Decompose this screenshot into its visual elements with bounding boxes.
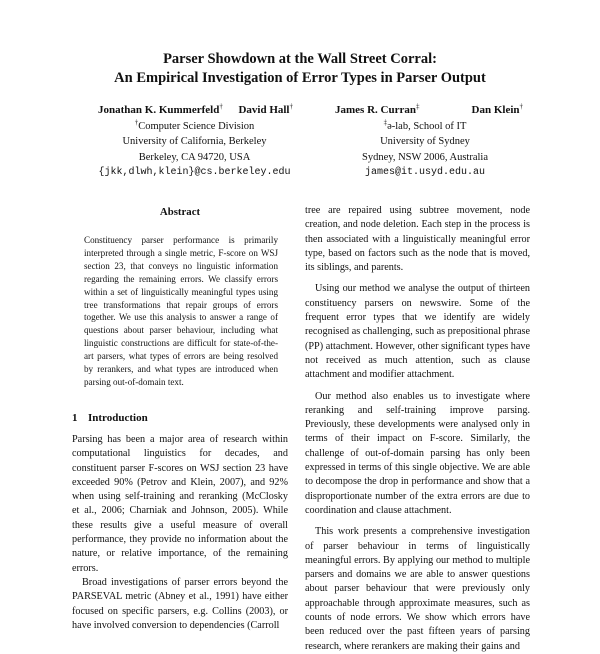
right-paragraph-1: tree are repaired using subtree movement, node creation, and node deletion. Each step in the process is then associated with a linguistically meaningful error type, based on factors such as the node that is moved, its siblings, and parents.: [305, 205, 530, 274]
section-number: 1: [72, 412, 78, 424]
intro-paragraph-2: Broad investigations of parser errors beyond the PARSEVAL metric (Abney et al., 1991) have either focused on specific parsers, e.g. Collins (2003), or have involved conversion to dependencies (Carroll: [72, 576, 288, 631]
author-hall: David Hall†: [238, 102, 293, 116]
right-paragraph-3: Our method also enables us to investigate where reranking and self-training improve parsing. Previously, these developments were analysed only in terms of their impact on F-score. Similarly, the challenge of out-of-domain parsing has only been expressed in terms of this single objective. We are able to decompose the drop in performance and show that a disproportionate number of the extra errors are due to coordination and clause attachment.: [305, 390, 530, 516]
abstract-heading: Abstract: [159, 206, 201, 218]
abstract-text: Constituency parser performance is primarily interpreted through a single metric, F-score on WSJ section 23, that conveys no linguistic information regarding the remaining errors. We classify errors within a set of linguistically meaningful types using tree transformations that repair groups of errors together. We use this analysis to answer a range of questions about parser behaviour, including what linguistic constructions are difficult for state-of-the-art parsers, what types of errors are being resolved by rerankers, and what types are introduced when parsing out-of-domain text.: [84, 235, 278, 387]
affiliation-line-2: University of Sydney: [380, 136, 470, 148]
right-paragraph-4: This work presents a comprehensive investigation of parser behaviour in terms of linguistically meaningful errors. By applying our method to multiple parsers and domains we are able to answer questions about parser behaviour that were previously only approachable through approximate measures, such as counts of node errors. We show which errors have been reduced over the past fifteen years of parsing research, where rerankers are making their gains and: [305, 526, 530, 652]
author-names-left: [92, 103, 297, 119]
author-curran: James R. Curran‡: [335, 102, 420, 116]
author-kummerfeld: Jonathan K. Kummerfeld†: [98, 102, 223, 116]
title-line-1: Parser Showdown at the Wall Street Corral:: [163, 51, 437, 67]
section-title: Introduction: [88, 412, 148, 424]
author-email-left: {jkk,dlwh,klein}@cs.berkeley.edu: [98, 167, 291, 179]
section-heading-introduction: [72, 412, 148, 424]
title-line-2: An Empirical Investigation of Error Types in Parser Output: [114, 70, 486, 86]
affiliation-line-1: ‡ə-lab, School of IT: [383, 118, 467, 132]
paper-title: [0, 50, 600, 88]
author-block-sydney: [325, 103, 525, 181]
author-email-right: james@it.usyd.edu.au: [364, 167, 486, 179]
affiliation-line-3: Berkeley, CA 94720, USA: [138, 151, 251, 163]
affiliation-line-3: Sydney, NSW 2006, Australia: [362, 151, 488, 163]
right-paragraph-2: Using our method we analyse the output of thirteen constituency parsers on newswire. Some of the frequent error types that we identify are widely recognised as challenging, such as prepositional phrase (PP) attachment. However, other significant types have not received as much attention, such as clause attachment and modifier attachment.: [305, 283, 530, 381]
intro-paragraph-1: Parsing has been a major area of research within computational linguistics for decades, and constituent parser F-scores on WSJ section 23 have exceeded 90% (Petrov and Klein, 2007), and 92% when using self-training and reranking (McClosky et al., 2006; Charniak and Johnson, 2005). While these results give a useful measure of overall performance, they provide no information about the nature, or relative importance, of the remaining errors.: [72, 434, 288, 574]
affiliation-line-1: †Computer Science Division: [134, 118, 255, 132]
author-klein: Dan Klein†: [471, 102, 523, 116]
author-names-right: [325, 103, 525, 119]
author-block-berkeley: [92, 103, 297, 181]
right-column: [305, 204, 530, 654]
affiliation-line-2: University of California, Berkeley: [122, 136, 267, 148]
introduction-column: [72, 433, 288, 633]
